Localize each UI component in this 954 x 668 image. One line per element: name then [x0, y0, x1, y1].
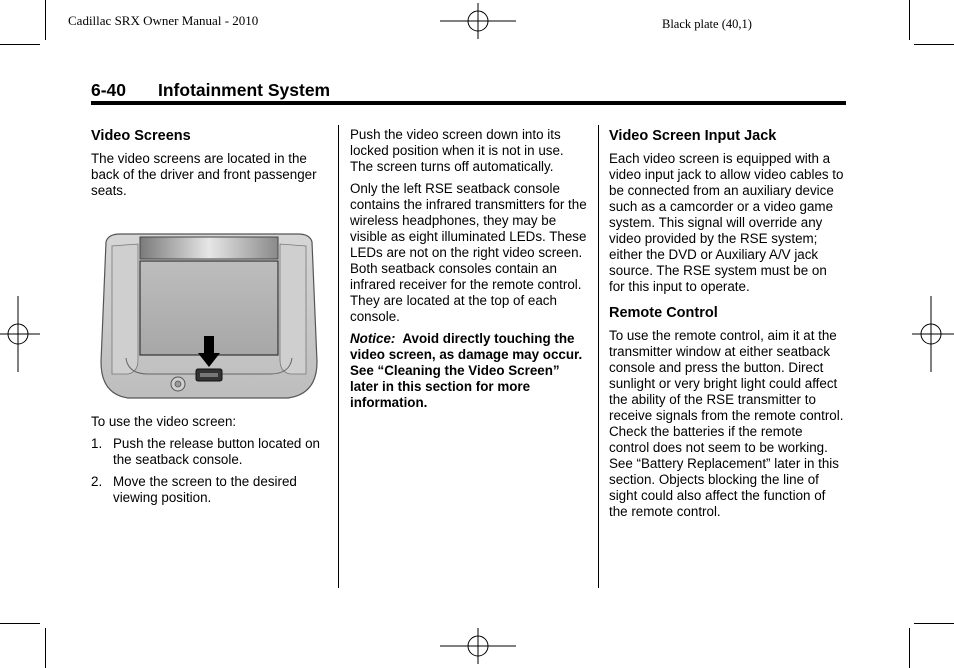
column-divider [338, 125, 339, 588]
registration-mark-icon [440, 628, 516, 664]
crop-mark [0, 623, 40, 624]
input-jack-heading: Video Screen Input Jack [609, 128, 777, 144]
column-rse-info [350, 127, 588, 411]
use-intro: To use the video screen: [91, 414, 237, 429]
video-screens-intro: The video screens are located in the back of the driver and front passenger seats. [91, 151, 317, 198]
registration-mark-icon [0, 296, 40, 372]
notice-text: Avoid directly touching the video screen, as damage may occur. See “Cleaning the Video Screen” later in this section for more information. [350, 331, 583, 410]
column-video-screens [91, 127, 325, 506]
heading-rule [91, 101, 846, 105]
list-item [91, 474, 325, 506]
crop-mark [914, 44, 954, 45]
step-text: Push the release button located on the seatback console. [113, 436, 320, 467]
remote-control-paragraph: To use the remote control, aim it at the transmitter window at either seatback console and press the button. Direct sunlight or very bright light could affect the ability of the RSE transmitter to receive signals from the remote control. Check the batteries if the remote control does not seem to be working. See “Battery Replacement” later in this section. Objects blocking the line of sight could also affect the function of the remote control. [609, 328, 844, 519]
screen-lock-paragraph: Push the video screen down into its locked position when it is not in use. The screen turns off automatically. [350, 127, 564, 174]
crop-mark [45, 628, 46, 668]
video-screens-heading: Video Screens [91, 128, 191, 144]
remote-control-heading: Remote Control [609, 305, 718, 321]
crop-mark [909, 628, 910, 668]
notice-paragraph [350, 331, 588, 411]
plate-label: Black plate (40,1) [662, 17, 752, 31]
column-input-jack [609, 127, 845, 520]
rse-console-paragraph: Only the left RSE seatback console contains the infrared transmitters for the wireless headphones, they may be visible as eight illuminated LEDs. These LEDs are not on the right video screen. Both seatback consoles contain an infrared receiver for the remote control. They are located at the top of each console. [350, 181, 587, 324]
input-jack-paragraph: Each video screen is equipped with a video input jack to allow video cables to be connected from an auxiliary device such as a camcorder or a video game system. This signal will override any video provided by the RSE system; either the DVD or Auxiliary A/V jack source. The RSE system must be on for this input to operate. [609, 151, 844, 294]
list-item [91, 436, 325, 468]
notice-label: Notice: [350, 331, 396, 346]
crop-mark [909, 0, 910, 40]
video-screen-illustration [98, 232, 320, 400]
registration-mark-icon [912, 296, 954, 372]
page-heading [91, 80, 330, 101]
step-text: Move the screen to the desired viewing position. [113, 474, 297, 505]
section-title: Infotainment System [158, 80, 331, 100]
crop-mark [45, 0, 46, 40]
registration-mark-icon [440, 3, 516, 39]
step-number: 1. [91, 436, 103, 451]
step-number: 2. [91, 474, 103, 489]
crop-mark [914, 623, 954, 624]
crop-mark [0, 44, 40, 45]
page-number: 6-40 [91, 80, 127, 100]
manual-title: Cadillac SRX Owner Manual - 2010 [68, 13, 259, 28]
column-divider [598, 125, 599, 588]
